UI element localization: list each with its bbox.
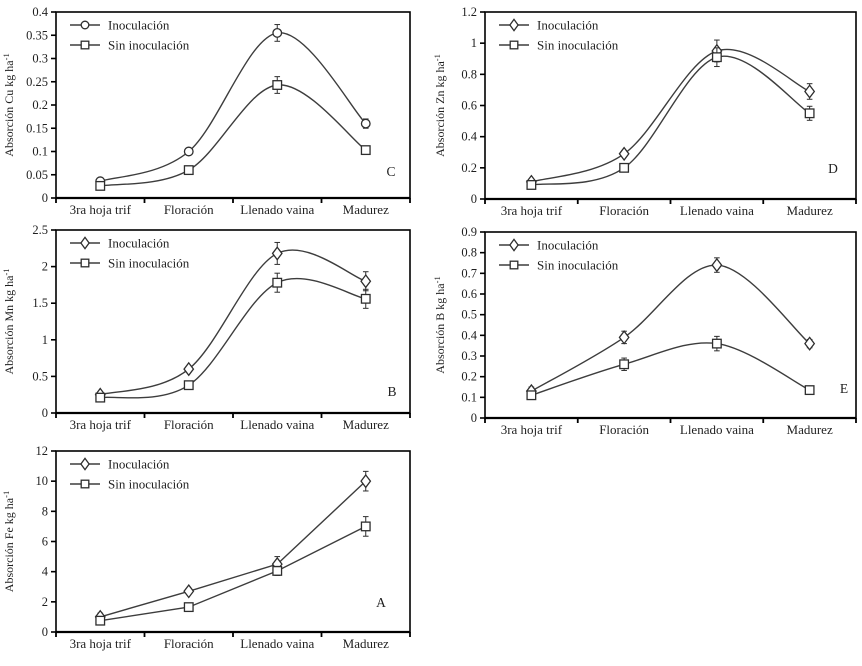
- legend-label: Sin inoculación: [537, 257, 619, 273]
- y-tick-label: 2.5: [32, 223, 48, 237]
- y-tick-label: 0.5: [461, 307, 477, 322]
- y-tick-label: 0.4: [461, 129, 477, 144]
- x-category-label: Floración: [599, 203, 650, 218]
- x-category-label: 3ra hoja trif: [69, 636, 131, 651]
- x-category-label: 3ra hoja trif: [69, 417, 131, 432]
- y-tick-label: 4: [41, 564, 48, 579]
- series-line: [100, 85, 366, 186]
- y-tick-label: 12: [35, 444, 48, 458]
- legend-diamond-marker-icon: [510, 19, 518, 30]
- y-tick-label: 1.5: [32, 296, 48, 311]
- series-line: [531, 49, 809, 181]
- legend-label: Sin inoculación: [537, 37, 619, 53]
- legend-item: [70, 477, 190, 492]
- y-tick-label: 0.8: [461, 245, 477, 260]
- chart-svg-cu: [0, 0, 431, 220]
- chart-svg-b: [431, 220, 862, 440]
- y-tick-label: 0.25: [26, 74, 48, 89]
- diamond-marker-icon: [184, 363, 193, 375]
- circle-marker-icon: [273, 29, 282, 38]
- square-marker-icon: [273, 81, 282, 90]
- y-tick-label: 8: [41, 504, 48, 519]
- y-tick-label: 0.1: [461, 390, 477, 405]
- panel-letter: B: [387, 384, 397, 399]
- circle-marker-icon: [184, 147, 193, 156]
- y-tick-label: 0.5: [32, 369, 48, 384]
- y-tick-label: 0: [470, 192, 477, 206]
- square-marker-icon: [273, 278, 282, 287]
- legend-label: Inoculación: [108, 235, 170, 251]
- x-category-label: Floración: [163, 417, 214, 432]
- series-square: [96, 273, 370, 402]
- square-marker-icon: [184, 603, 193, 612]
- y-axis-title: Absorción Zn kg $ha^{-1}$: [432, 54, 447, 157]
- x-category-label: Madurez: [342, 417, 389, 432]
- legend-diamond-marker-icon: [81, 458, 89, 469]
- panel-letter: E: [839, 381, 849, 396]
- y-tick-label: 0.9: [461, 225, 477, 239]
- chart-panel-fe: [0, 440, 431, 666]
- legend-square-marker-icon: [81, 259, 89, 267]
- square-marker-icon: [96, 393, 105, 402]
- legend-label: Sin inoculación: [108, 255, 190, 271]
- chart-svg-fe: [0, 440, 431, 666]
- y-tick-label: 0.4: [32, 5, 48, 19]
- x-category-label: Madurez: [786, 203, 833, 218]
- legend-item: [70, 38, 190, 53]
- y-tick-label: 0.7: [461, 266, 477, 281]
- square-marker-icon: [361, 295, 370, 304]
- x-category-label: Llenado vaina: [240, 417, 315, 432]
- diamond-marker-icon: [619, 148, 628, 160]
- x-category-label: Llenado vaina: [679, 422, 754, 437]
- square-marker-icon: [361, 146, 370, 155]
- x-category-label: 3ra hoja trif: [500, 422, 563, 437]
- diamond-marker-icon: [712, 259, 721, 271]
- y-tick-label: 0.35: [26, 28, 48, 43]
- series-square: [96, 517, 370, 625]
- diamond-marker-icon: [805, 337, 814, 349]
- series-line: [100, 526, 366, 620]
- y-tick-label: 6: [41, 534, 48, 549]
- legend-diamond-marker-icon: [81, 237, 89, 248]
- legend-item: [70, 236, 170, 251]
- square-marker-icon: [273, 567, 282, 576]
- series-diamond: [96, 471, 371, 623]
- square-marker-icon: [96, 182, 105, 191]
- y-tick-label: 10: [35, 474, 48, 489]
- legend-item: [499, 18, 599, 33]
- diamond-marker-icon: [184, 585, 193, 597]
- series-line: [531, 56, 809, 185]
- series-line: [100, 250, 366, 395]
- square-marker-icon: [184, 166, 193, 175]
- square-marker-icon: [620, 164, 629, 173]
- series-square: [96, 77, 370, 191]
- series-square: [527, 48, 814, 189]
- y-tick-label: 0.3: [461, 349, 477, 363]
- y-tick-label: 0.4: [461, 328, 477, 343]
- legend-item: [70, 18, 170, 33]
- square-marker-icon: [713, 53, 722, 62]
- square-marker-icon: [805, 109, 814, 118]
- legend-item: [499, 38, 619, 53]
- y-tick-label: 0.8: [461, 67, 477, 82]
- y-tick-label: 0.6: [461, 287, 477, 301]
- legend-circle-marker-icon: [81, 21, 89, 29]
- legend-square-marker-icon: [81, 480, 89, 488]
- legend-label: Sin inoculación: [108, 37, 190, 53]
- y-tick-label: 0.6: [461, 98, 477, 113]
- x-category-label: Llenado vaina: [240, 202, 315, 217]
- x-category-label: 3ra hoja trif: [500, 203, 563, 218]
- series-square: [527, 336, 814, 399]
- legend-item: [499, 238, 599, 253]
- legend-item: [499, 258, 619, 273]
- chart-panel-zn: [431, 0, 862, 220]
- series-line: [531, 265, 809, 391]
- chart-panel-mn: [0, 220, 431, 440]
- y-tick-label: 1: [470, 36, 477, 51]
- diamond-marker-icon: [805, 85, 814, 97]
- square-marker-icon: [620, 360, 629, 369]
- x-category-label: Floración: [163, 636, 214, 651]
- series-diamond: [527, 258, 815, 397]
- legend-square-marker-icon: [510, 261, 518, 269]
- y-tick-label: 0.15: [26, 121, 48, 136]
- series-line: [100, 33, 366, 182]
- panel-letter: C: [386, 164, 396, 179]
- y-tick-label: 0.2: [461, 369, 477, 384]
- y-axis-title: Absorción Cu kg $ha^{-1}$: [1, 53, 16, 157]
- y-tick-label: 0.1: [32, 144, 48, 159]
- x-category-label: Floración: [599, 422, 650, 437]
- square-marker-icon: [713, 339, 722, 348]
- y-tick-label: 1.2: [461, 5, 477, 19]
- diamond-marker-icon: [361, 475, 370, 487]
- square-marker-icon: [184, 381, 193, 390]
- legend-label: Sin inoculación: [108, 476, 190, 492]
- legend-diamond-marker-icon: [510, 239, 518, 250]
- x-category-label: Floración: [163, 202, 214, 217]
- x-category-label: Madurez: [342, 636, 389, 651]
- x-category-label: Llenado vaina: [679, 203, 754, 218]
- square-marker-icon: [527, 391, 536, 400]
- legend-label: Inoculación: [537, 17, 599, 33]
- square-marker-icon: [805, 386, 814, 395]
- y-tick-label: 0: [41, 625, 48, 639]
- y-tick-label: 2: [41, 594, 48, 609]
- y-axis-title: Absorción Mn kg $ha^{-1}$: [1, 268, 16, 375]
- legend-square-marker-icon: [81, 41, 89, 49]
- x-category-label: Madurez: [786, 422, 833, 437]
- chart-svg-mn: [0, 220, 431, 440]
- panel-letter: D: [828, 161, 838, 176]
- y-tick-label: 0: [470, 411, 477, 425]
- x-category-label: 3ra hoja trif: [69, 202, 131, 217]
- x-category-label: Llenado vaina: [240, 636, 315, 651]
- series-diamond: [527, 37, 815, 188]
- y-tick-label: 1: [41, 332, 48, 347]
- legend-square-marker-icon: [510, 41, 518, 49]
- chart-svg-zn: [431, 0, 862, 220]
- y-tick-label: 2: [41, 259, 48, 274]
- y-tick-label: 0.05: [26, 167, 48, 182]
- y-tick-label: 0.2: [461, 160, 477, 175]
- legend-item: [70, 256, 190, 271]
- series-line: [100, 481, 366, 617]
- legend-label: Inoculación: [537, 237, 599, 253]
- series-line: [100, 279, 366, 398]
- diamond-marker-icon: [361, 275, 370, 287]
- chart-panel-cu: [0, 0, 431, 220]
- y-tick-label: 0: [41, 406, 48, 420]
- panel-letter: A: [376, 595, 386, 610]
- y-tick-label: 0.3: [32, 51, 48, 66]
- circle-marker-icon: [361, 119, 370, 128]
- legend-item: [70, 457, 170, 472]
- y-tick-label: 0: [41, 191, 48, 205]
- square-marker-icon: [527, 181, 536, 190]
- series-line: [531, 343, 809, 395]
- diamond-marker-icon: [273, 247, 282, 259]
- y-axis-title: Absorción B kg $ha^{-1}$: [432, 276, 447, 374]
- square-marker-icon: [361, 522, 370, 531]
- legend-label: Inoculación: [108, 456, 170, 472]
- square-marker-icon: [96, 616, 105, 625]
- diamond-marker-icon: [619, 331, 628, 343]
- y-tick-label: 0.2: [32, 98, 48, 112]
- chart-panel-b: [431, 220, 862, 440]
- legend-label: Inoculación: [108, 17, 170, 33]
- y-axis-title: Absorción Fe kg $ha^{-1}$: [1, 490, 16, 593]
- x-category-label: Madurez: [342, 202, 389, 217]
